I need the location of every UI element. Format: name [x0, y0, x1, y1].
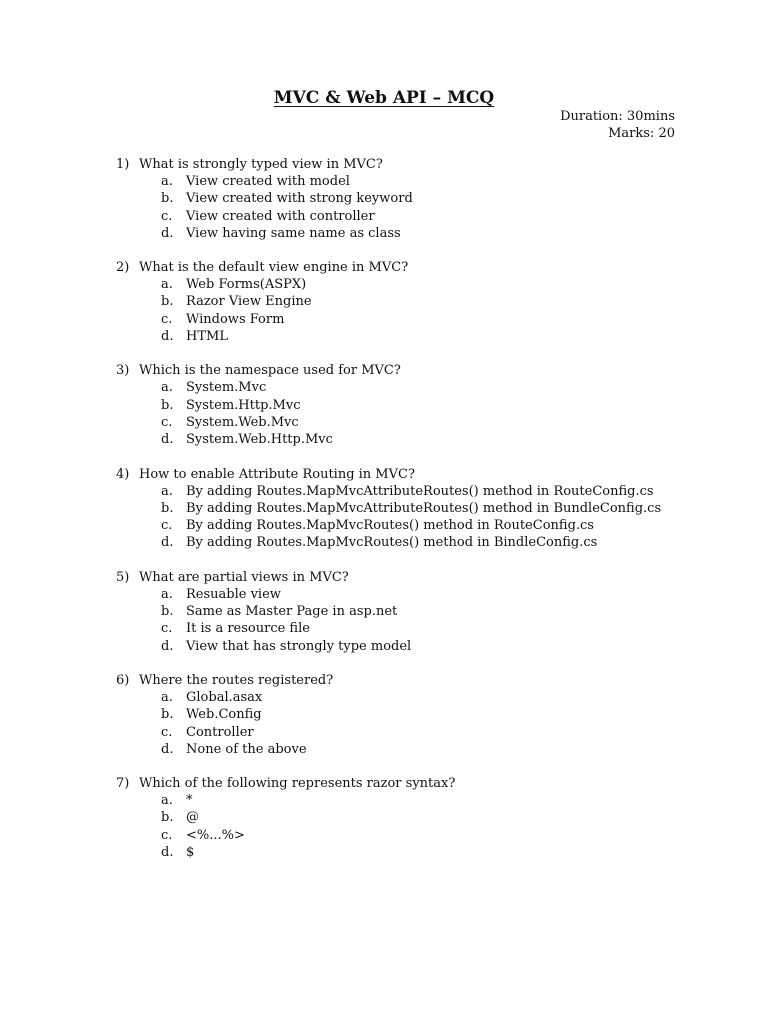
option-text: @ — [186, 810, 199, 826]
option-item — [116, 827, 716, 844]
option-item — [116, 724, 716, 741]
option-item — [116, 586, 716, 603]
option-item — [116, 208, 716, 225]
option-text: By adding Routes.MapMvcAttributeRoutes() method in RouteConfig.cs — [186, 483, 654, 499]
option-text: <%...%> — [186, 827, 245, 843]
question-number: 6) — [116, 672, 130, 688]
option-item — [116, 190, 716, 207]
option-text: Controller — [186, 724, 254, 740]
question-number: 5) — [116, 569, 130, 585]
option-letter: a. — [161, 174, 173, 189]
option-text: View that has strongly type model — [186, 638, 412, 654]
page-title: MVC & Web API – MCQ — [273, 88, 495, 108]
option-letter: a. — [161, 689, 173, 705]
option-item — [116, 379, 716, 396]
marks-label: Marks: 20 — [608, 126, 675, 141]
option-text: It is a resource file — [186, 621, 310, 637]
option-letter: a. — [161, 380, 173, 396]
option-letter: c. — [161, 208, 173, 224]
option-text: View created with model — [186, 174, 350, 189]
option-text: * — [186, 793, 193, 809]
question-text: What is the default view engine in MVC? — [139, 260, 409, 276]
question-line — [116, 466, 716, 483]
option-item — [116, 173, 716, 190]
option-text: System.Mvc — [186, 380, 267, 396]
question-line — [116, 259, 716, 276]
option-item — [116, 741, 716, 758]
question-text: Which is the namespace used for MVC? — [139, 363, 401, 379]
option-item — [116, 638, 716, 655]
option-letter: d. — [161, 845, 174, 861]
option-text: Resuable view — [186, 586, 281, 602]
option-letter: a. — [161, 277, 173, 293]
option-item — [116, 431, 716, 448]
option-text: By adding Routes.MapMvcAttributeRoutes() method in BundleConfig.cs — [186, 500, 662, 516]
question-2 — [116, 259, 716, 345]
option-letter: a. — [161, 483, 173, 499]
question-text: What is strongly typed view in MVC? — [139, 157, 383, 172]
question-3 — [116, 362, 716, 448]
option-letter: c. — [161, 724, 173, 740]
question-text: Which of the following represents razor syntax? — [139, 776, 456, 792]
question-number: 2) — [116, 260, 130, 276]
question-5 — [116, 569, 716, 655]
option-item — [116, 689, 716, 706]
option-letter: c. — [161, 827, 173, 843]
option-text: View having same name as class — [186, 225, 401, 241]
option-text: Same as Master Page in asp.net — [186, 604, 398, 620]
option-letter: b. — [161, 707, 174, 723]
question-number: 7) — [116, 776, 130, 792]
option-item — [116, 792, 716, 809]
option-text: Windows Form — [186, 311, 285, 327]
option-text: By adding Routes.MapMvcRoutes() method in RouteConfig.cs — [186, 518, 594, 534]
option-text: System.Web.Http.Mvc — [186, 432, 333, 448]
option-letter: d. — [161, 638, 174, 654]
option-item — [116, 311, 716, 328]
option-letter: a. — [161, 793, 173, 809]
question-1 — [116, 156, 716, 242]
question-number: 4) — [116, 466, 130, 482]
option-text: None of the above — [186, 741, 307, 757]
option-letter: b. — [161, 294, 174, 310]
option-item — [116, 276, 716, 293]
option-text: $ — [186, 845, 195, 861]
option-letter: c. — [161, 518, 173, 534]
option-item — [116, 397, 716, 414]
option-text: Web Forms(ASPX) — [186, 277, 307, 293]
question-number: 1) — [116, 157, 130, 172]
option-item — [116, 603, 716, 620]
option-letter: b. — [161, 500, 174, 516]
question-number: 3) — [116, 363, 130, 379]
option-letter: b. — [161, 604, 174, 620]
option-item — [116, 620, 716, 637]
option-text: System.Web.Mvc — [186, 414, 299, 430]
option-letter: d. — [161, 432, 174, 448]
question-line — [116, 569, 716, 586]
option-text: Web.Config — [186, 707, 262, 723]
question-7 — [116, 775, 716, 861]
question-text: What are partial views in MVC? — [139, 569, 349, 585]
option-text: HTML — [186, 329, 228, 345]
option-item — [116, 706, 716, 723]
option-letter: a. — [161, 586, 173, 602]
option-letter: b. — [161, 397, 174, 413]
option-item — [116, 328, 716, 345]
question-line — [116, 775, 716, 792]
question-line — [116, 672, 716, 689]
option-letter: c. — [161, 621, 173, 637]
option-letter: d. — [161, 741, 174, 757]
option-item — [116, 844, 716, 861]
option-item — [116, 483, 716, 500]
option-text: By adding Routes.MapMvcRoutes() method in BindleConfig.cs — [186, 535, 598, 551]
option-letter: c. — [161, 414, 173, 430]
option-item — [116, 225, 716, 242]
option-letter: b. — [161, 191, 174, 207]
option-letter: b. — [161, 810, 174, 826]
option-letter: d. — [161, 225, 174, 241]
option-text: View created with strong keyword — [186, 191, 413, 207]
option-letter: c. — [161, 311, 173, 327]
option-letter: d. — [161, 535, 174, 551]
question-line — [116, 362, 716, 379]
duration-label: Duration: 30mins — [560, 109, 675, 124]
option-item — [116, 293, 716, 310]
option-item — [116, 809, 716, 826]
option-text: Global.asax — [186, 689, 263, 705]
option-letter: d. — [161, 329, 174, 345]
option-item — [116, 517, 716, 534]
option-text: System.Http.Mvc — [186, 397, 301, 413]
option-item — [116, 500, 716, 517]
question-4 — [116, 466, 716, 552]
question-list — [116, 156, 716, 878]
option-item — [116, 534, 716, 551]
question-line — [116, 156, 716, 173]
option-text: Razor View Engine — [186, 294, 312, 310]
option-item — [116, 414, 716, 431]
question-text: Where the routes registered? — [139, 672, 334, 688]
option-text: View created with controller — [186, 208, 375, 224]
question-text: How to enable Attribute Routing in MVC? — [139, 466, 415, 482]
question-6 — [116, 672, 716, 758]
